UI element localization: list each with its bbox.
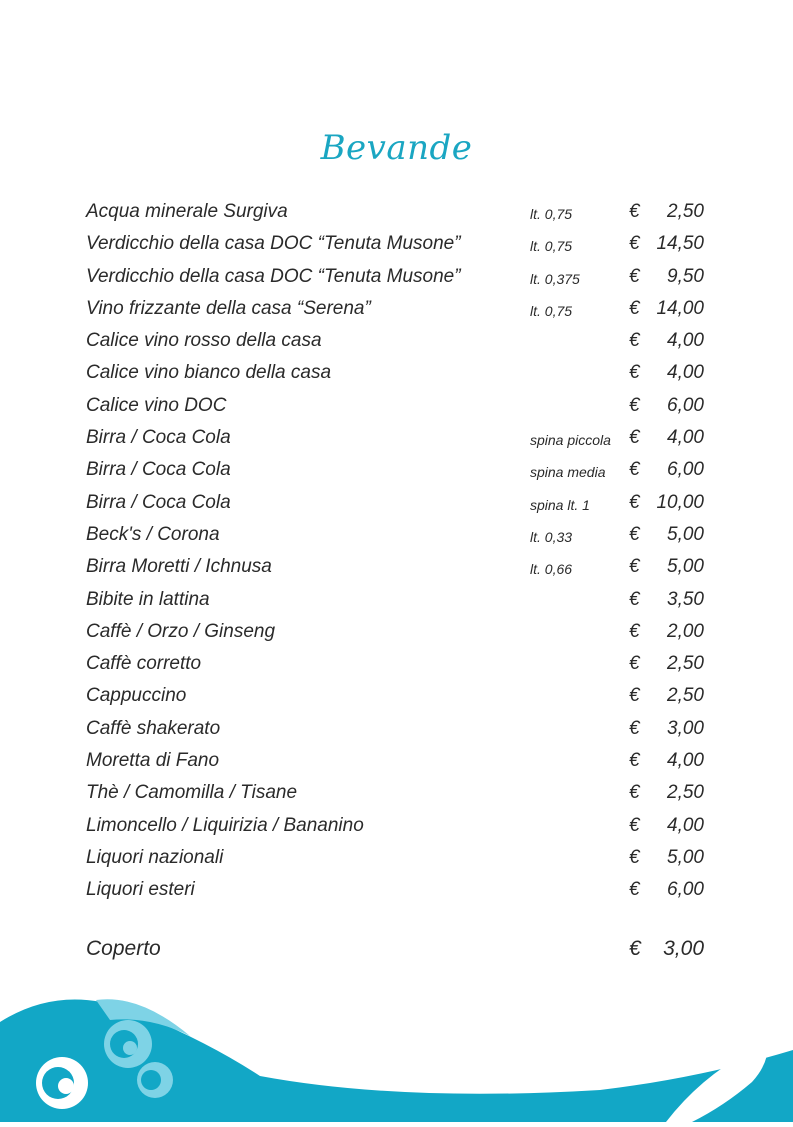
menu-item-name: Vino frizzante della casa “Serena” <box>86 297 371 319</box>
menu-item-row <box>0 228 793 260</box>
menu-item-price: 2,00 <box>667 620 704 642</box>
menu-item-size: lt. 0,375 <box>530 270 580 287</box>
page-title: Bevande <box>320 128 473 168</box>
menu-item-currency: € <box>629 620 640 642</box>
menu-item-price: 3,50 <box>667 588 704 610</box>
menu-item-row <box>0 616 793 648</box>
menu-item-name: Acqua minerale Surgiva <box>86 201 288 222</box>
menu-item-price: 6,00 <box>667 394 704 416</box>
menu-item-row <box>0 551 793 583</box>
menu-list <box>0 196 793 907</box>
coperto-row <box>0 933 793 969</box>
menu-item-currency: € <box>629 846 640 868</box>
menu-item-name: Thè / Camomilla / Tisane <box>86 782 298 804</box>
menu-item-price: 2,50 <box>667 653 704 675</box>
menu-item-name: Beck's / Corona <box>86 523 220 545</box>
menu-item-size: lt. 0,75 <box>530 302 573 319</box>
menu-item-name: Liquori nazionali <box>86 846 224 868</box>
menu-item-name: Caffè shakerato <box>86 717 221 739</box>
menu-item-row <box>0 519 793 551</box>
menu-item-currency: € <box>629 233 640 255</box>
menu-item-name: Birra / Coca Cola <box>86 427 231 449</box>
menu-item-name: Calice vino DOC <box>86 394 227 416</box>
menu-item-currency: € <box>629 459 640 481</box>
menu-item-row <box>0 196 793 228</box>
menu-item-row <box>0 487 793 519</box>
menu-item-currency: € <box>629 814 640 836</box>
menu-item-size: lt. 0,66 <box>530 561 573 578</box>
footer-waves <box>0 990 793 1122</box>
menu-item-row <box>0 454 793 486</box>
menu-item-currency: € <box>629 653 640 675</box>
menu-item-name: Birra / Coca Cola <box>86 459 231 481</box>
menu-item-currency: € <box>629 717 640 739</box>
menu-item-row <box>0 777 793 809</box>
menu-item-name: Liquori esteri <box>86 879 195 901</box>
menu-item-name: Calice vino bianco della casa <box>86 362 332 384</box>
menu-item-name: Moretta di Fano <box>86 750 220 772</box>
menu-item-size: spina lt. 1 <box>530 496 590 513</box>
menu-item-currency: € <box>629 750 640 772</box>
menu-item-row <box>0 874 793 906</box>
wave-decoration <box>0 990 793 1122</box>
menu-item-price: 4,00 <box>667 330 704 352</box>
menu-item-price: 5,00 <box>667 556 704 578</box>
menu-item-currency: € <box>629 782 640 804</box>
menu-item-currency: € <box>629 556 640 578</box>
coperto-price: 3,00 <box>663 937 704 960</box>
menu-item-currency: € <box>629 265 640 287</box>
menu-item-name: Birra Moretti / Ichnusa <box>86 556 272 578</box>
menu-item-row <box>0 842 793 874</box>
menu-item-row <box>0 810 793 842</box>
menu-item-name: Limoncello / Liquirizia / Bananino <box>86 814 364 836</box>
menu-item-row <box>0 648 793 680</box>
menu-item-currency: € <box>629 297 640 319</box>
menu-item-price: 2,50 <box>667 782 704 804</box>
menu-item-price: 14,00 <box>656 297 704 319</box>
menu-item-name: Cappuccino <box>86 685 187 707</box>
menu-item-currency: € <box>629 201 640 222</box>
menu-item-currency: € <box>629 362 640 384</box>
menu-item-currency: € <box>629 685 640 707</box>
menu-item-size: spina piccola <box>530 432 611 449</box>
menu-item-currency: € <box>629 588 640 610</box>
menu-item-price: 6,00 <box>667 459 704 481</box>
menu-item-row <box>0 325 793 357</box>
menu-item-row <box>0 584 793 616</box>
menu-item-price: 4,00 <box>667 750 704 772</box>
coperto-label: Coperto <box>86 937 161 960</box>
menu-item-price: 6,00 <box>667 879 704 901</box>
menu-item-row <box>0 293 793 325</box>
menu-item-size: lt. 0,33 <box>530 528 573 545</box>
menu-item-name: Verdicchio della casa DOC “Tenuta Musone” <box>86 265 461 287</box>
coperto-currency: € <box>629 937 641 960</box>
menu-item-name: Caffè corretto <box>86 653 202 675</box>
menu-item-row <box>0 745 793 777</box>
menu-item-row <box>0 357 793 389</box>
menu-item-name: Bibite in lattina <box>86 588 210 610</box>
menu-item-price: 4,00 <box>667 427 704 449</box>
menu-item-name: Verdicchio della casa DOC “Tenuta Musone” <box>86 233 461 255</box>
menu-item-size: lt. 0,75 <box>530 206 573 222</box>
menu-item-price: 5,00 <box>667 523 704 545</box>
menu-item-price: 4,00 <box>667 814 704 836</box>
menu-item-price: 4,00 <box>667 362 704 384</box>
menu-item-row <box>0 390 793 422</box>
menu-item-currency: € <box>629 394 640 416</box>
menu-item-price: 10,00 <box>656 491 704 513</box>
menu-item-row <box>0 680 793 712</box>
menu-item-size: spina media <box>530 464 606 481</box>
menu-item-row <box>0 261 793 293</box>
menu-item-price: 9,50 <box>667 265 704 287</box>
menu-item-row <box>0 422 793 454</box>
menu-item-price: 2,50 <box>667 201 704 222</box>
menu-item-currency: € <box>629 523 640 545</box>
menu-item-currency: € <box>629 491 640 513</box>
menu-item-name: Birra / Coca Cola <box>86 491 231 513</box>
menu-item-currency: € <box>629 330 640 352</box>
menu-item-price: 5,00 <box>667 846 704 868</box>
menu-item-name: Calice vino rosso della casa <box>86 330 322 352</box>
menu-item-name: Caffè / Orzo / Ginseng <box>86 620 276 642</box>
menu-item-price: 14,50 <box>656 233 704 255</box>
menu-item-currency: € <box>629 427 640 449</box>
menu-item-currency: € <box>629 879 640 901</box>
menu-item-row <box>0 713 793 745</box>
menu-item-size: lt. 0,75 <box>530 238 573 255</box>
menu-item-price: 2,50 <box>667 685 704 707</box>
menu-item-price: 3,00 <box>667 717 704 739</box>
